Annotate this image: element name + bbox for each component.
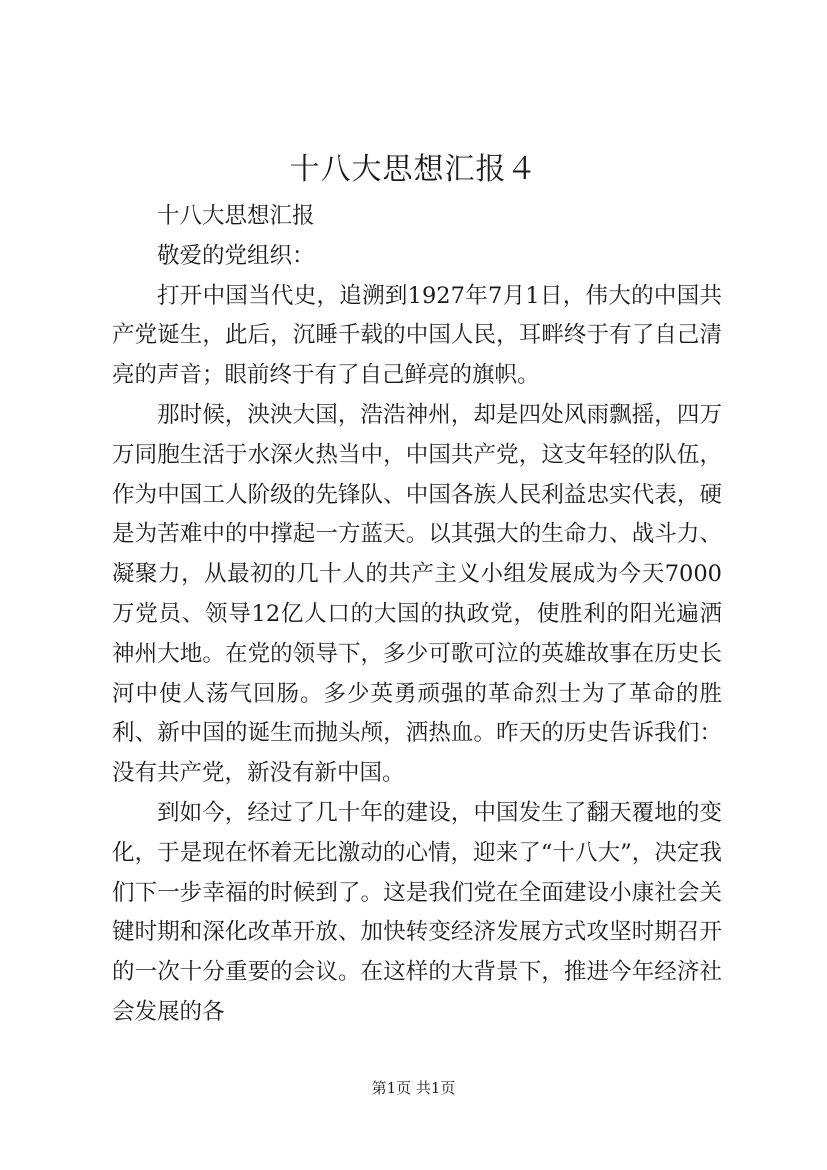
paragraph: 到如今，经过了几十年的建设，中国发生了翻天覆地的变化，于是现在怀着无比激动的心情，迎来了“十八大”，决定我们下一步幸福的时候到了。这是我们党在全面建设小康社会关键时期和深化改革开放、加快转变经济发展方式攻坚时期召开的一次十分重要的会议。在这样的大背景下，推进今年经济社会发展的各 bbox=[112, 799, 722, 1025]
paragraph: 那时候，泱泱大国，浩浩神州，却是四处风雨飘摇，四万万同胞生活于水深火热当中，中国共产党，这支年轻的队伍，作为中国工人阶级的先锋队、中国各族人民利益忠实代表，硬是为苦难中的中撑起一方蓝天。以其强大的生命力、战斗力、凝聚力，从最初的几十人的共产主义小组发展成为今天7000万党员、领导12亿人口的大国的执政党，使胜利的阳光遍洒神州大地。在党的领导下，多少可歌可泣的英雄故事在历史长河中使人荡气回肠。多少英勇顽强的革命烈士为了革命的胜利、新中国的诞生而抛头颅，洒热血。昨天的历史告诉我们：没有共产党，新没有新中国。 bbox=[112, 401, 722, 787]
paragraph-heading: 十八大思想汇报 bbox=[157, 203, 315, 229]
paragraph: 打开中国当代史，追溯到1927年7月1日，伟大的中国共产党诞生，此后，沉睡千载的中国人民，耳畔终于有了自己清亮的声音；眼前终于有了自己鲜亮的旗帜。 bbox=[112, 282, 722, 389]
page-footer: 第1页 共1页 bbox=[371, 1079, 456, 1097]
document-title: 十八大思想汇报４ bbox=[289, 152, 538, 187]
paragraph-salutation: 敬爱的党组织： bbox=[157, 242, 315, 269]
document-body bbox=[112, 197, 722, 1033]
